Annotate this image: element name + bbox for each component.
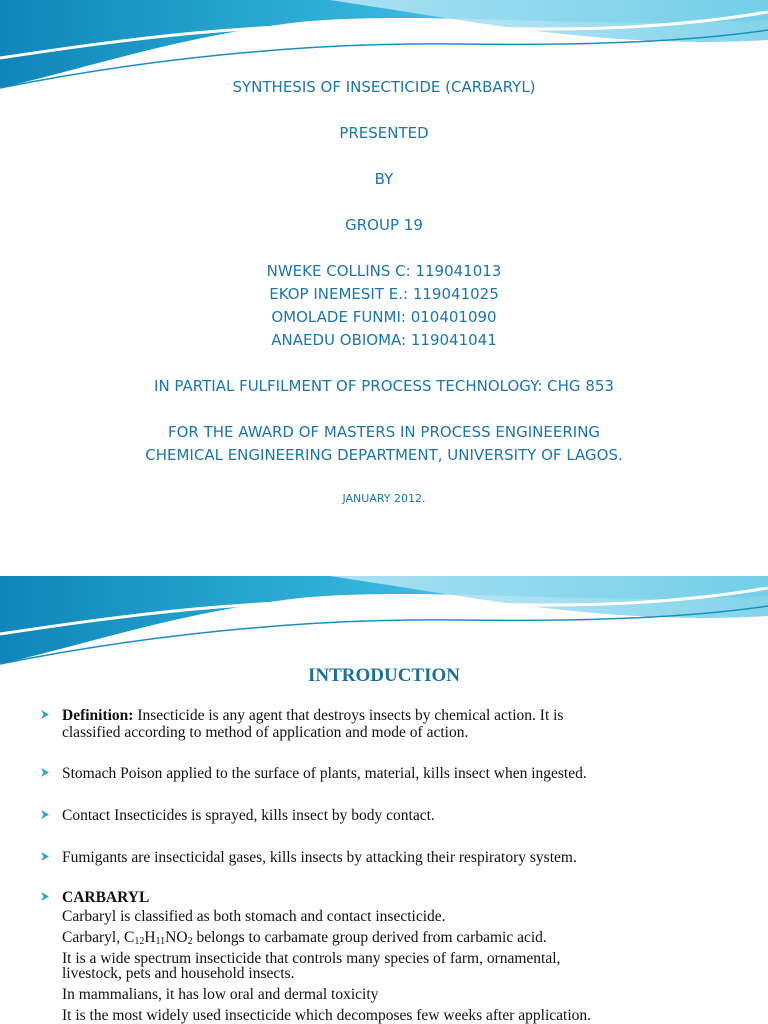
arrow-bullet-icon [40, 891, 50, 902]
member-line: EKOP INEMESIT E.: 119041025 [269, 285, 499, 303]
formula-sub-12: 12 [134, 936, 145, 947]
carbaryl-line-4: In mammalians, it has low oral and dermal toxicity [62, 986, 379, 1003]
formula-prefix: Carbaryl, C [62, 929, 135, 946]
definition-text: Insecticide is any agent that destroys insects by chemical action. It is [133, 707, 564, 724]
contact-text: Contact Insecticides is sprayed, kills insect by body contact. [62, 807, 435, 824]
definition-text-cont: classified according to method of application and mode of action. [62, 724, 469, 741]
member-line: OMOLADE FUNMI: 010401090 [271, 308, 497, 326]
member-line: NWEKE COLLINS C: 119041013 [266, 262, 502, 280]
carbaryl-line-3b: livestock, pets and household insects. [62, 965, 295, 982]
member-line: ANAEDU OBIOMA: 119041041 [271, 331, 497, 349]
carbaryl-line-3a: It is a wide spectrum insecticide that controls many species of farm, ornamental, [62, 950, 561, 967]
definition-label: Definition: [62, 707, 134, 724]
stomach-text: Stomach Poison applied to the surface of plants, material, kills insect when ingested. [62, 765, 587, 782]
presentation-title-block [0, 76, 768, 99]
presented-label: PRESENTED [339, 124, 429, 142]
date-line: JANUARY 2012. [342, 492, 426, 505]
carbaryl-line-2 [62, 930, 752, 947]
formula-h: H [144, 929, 156, 946]
department-line: CHEMICAL ENGINEERING DEPARTMENT, UNIVERSITY OF LAGOS. [145, 446, 623, 464]
formula-suffix: belongs to carbamate group derived from carbamic acid. [192, 929, 547, 946]
formula-sub-11: 11 [155, 936, 166, 947]
presentation-title: SYNTHESIS OF INSECTICIDE (CARBARYL) [232, 78, 536, 96]
member-list [0, 260, 768, 352]
introduction-slide [0, 576, 768, 1024]
fumigants-text: Fumigants are insecticidal gases, kills insects by attacking their respiratory system. [62, 849, 577, 866]
arrow-bullet-icon [40, 809, 50, 820]
carbaryl-line-5: It is the most widely used insecticide which decomposes few weeks after application. [62, 1007, 591, 1024]
award-block [0, 421, 768, 467]
group-label: GROUP 19 [345, 216, 423, 234]
slide-heading: INTRODUCTION [307, 665, 461, 686]
fulfilment-line: IN PARTIAL FULFILMENT OF PROCESS TECHNOLOGY: CHG 853 [154, 377, 614, 395]
formula-sub-2: 2 [187, 936, 193, 947]
wave-banner [0, 576, 768, 671]
arrow-bullet-icon [40, 851, 50, 862]
arrow-bullet-icon [40, 709, 50, 720]
arrow-bullet-icon [40, 767, 50, 778]
formula-no: NO [165, 929, 188, 946]
carbaryl-line-1: Carbaryl is classified as both stomach and contact insecticide. [62, 908, 446, 925]
award-line: FOR THE AWARD OF MASTERS IN PROCESS ENGINEERING [167, 423, 601, 441]
by-label: BY [374, 170, 394, 188]
carbaryl-label: CARBARYL [62, 889, 150, 906]
